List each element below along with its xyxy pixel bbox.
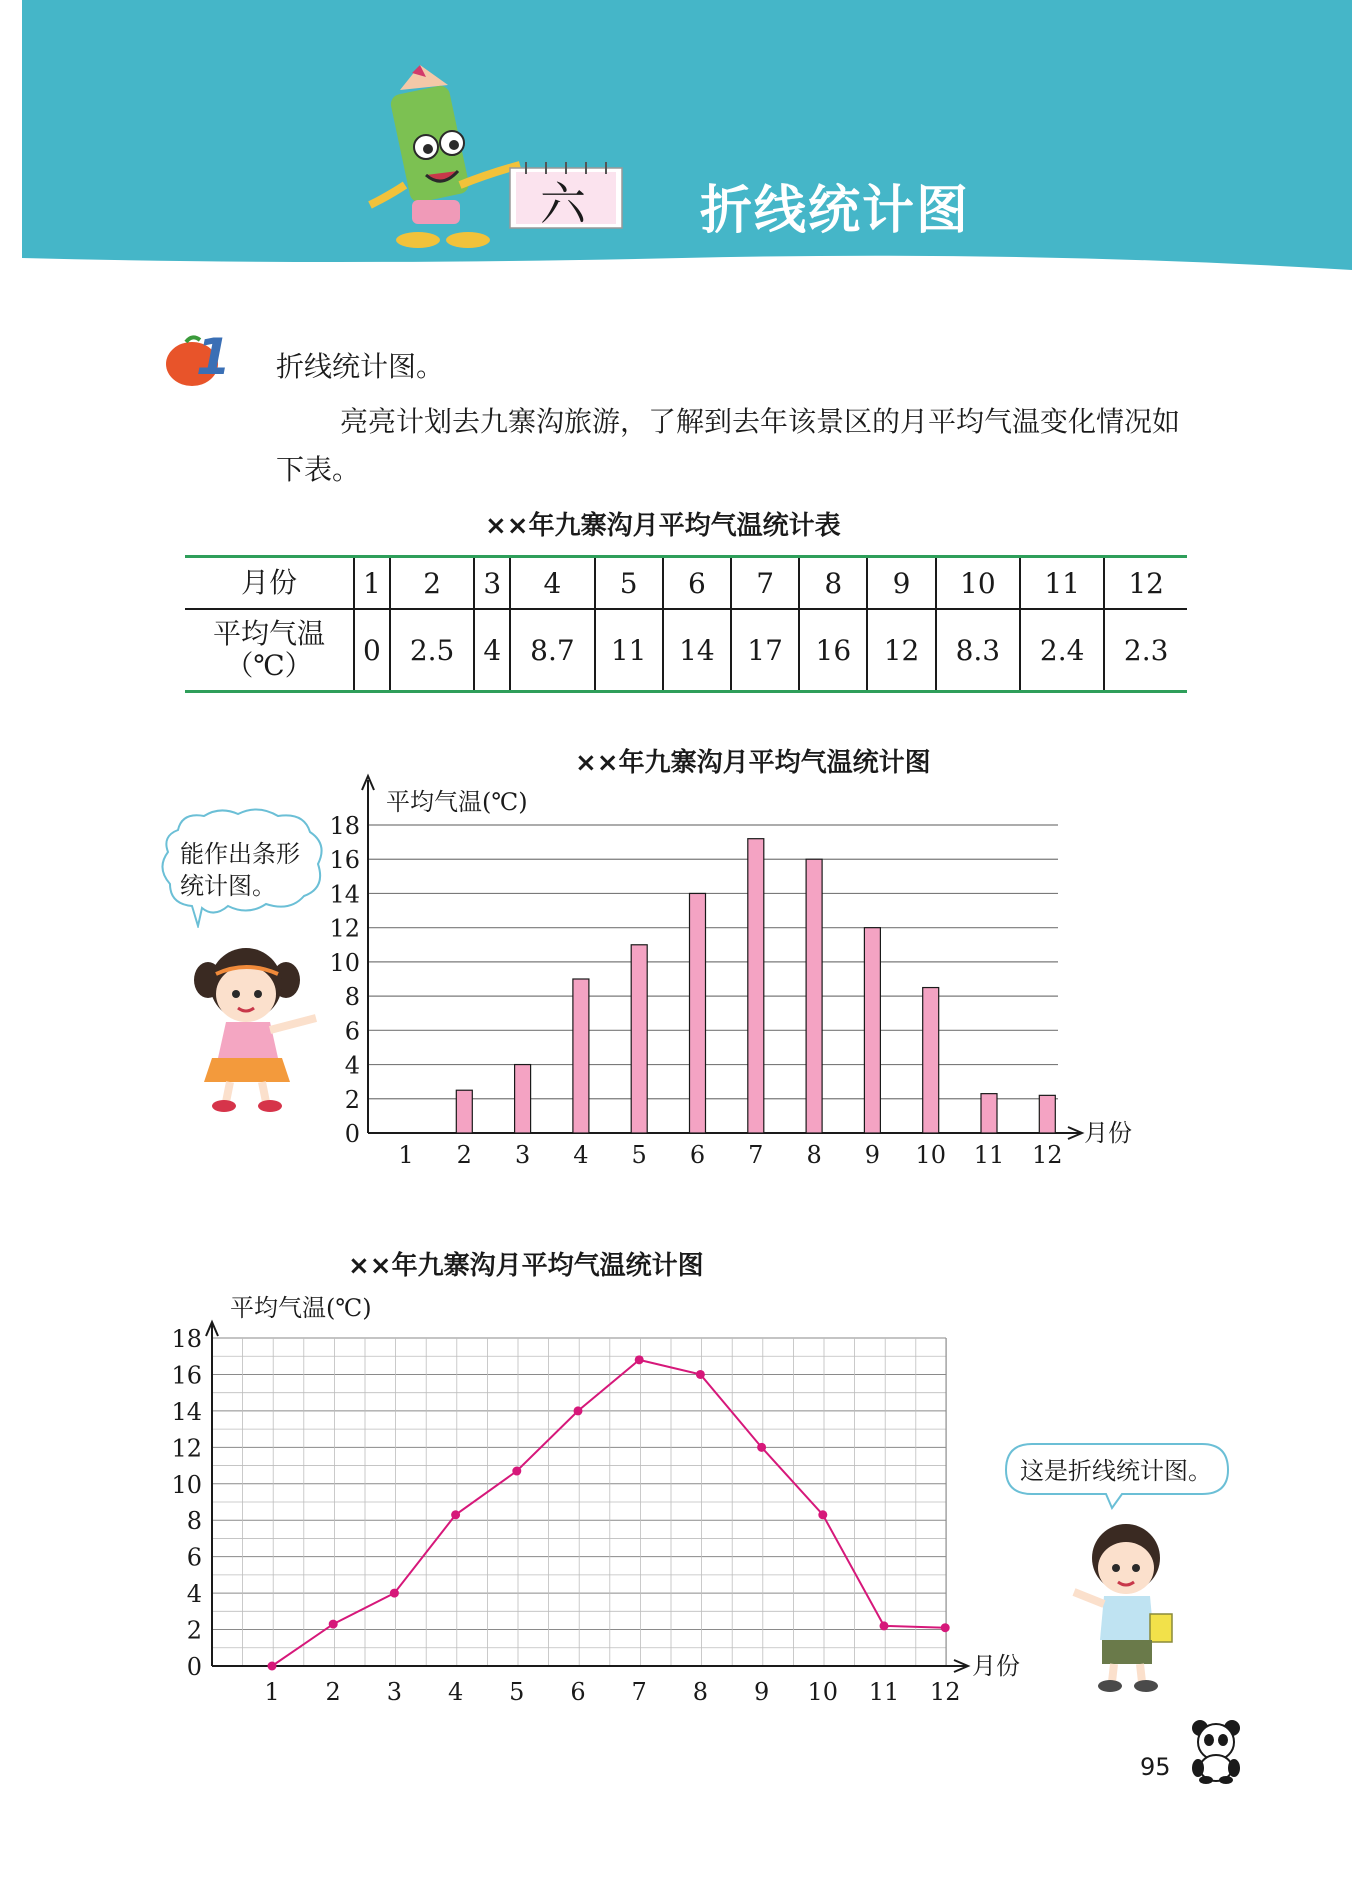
bar-chart-y-tick-label: 8 (344, 983, 360, 1012)
table-cell: 2 (390, 557, 474, 610)
line-chart-point (880, 1621, 889, 1630)
line-chart-point (329, 1620, 338, 1629)
line-chart-y-tick-label: 16 (171, 1361, 202, 1390)
line-chart-point (696, 1370, 705, 1379)
table-caption: ××年九寨沟月平均气温统计表 (485, 511, 841, 541)
bar-chart-x-tick-label: 4 (573, 1141, 589, 1169)
table-cell: 11 (595, 609, 663, 692)
table-cell: 5 (595, 557, 663, 610)
line-chart-y-tick-label: 14 (171, 1397, 202, 1426)
line-chart-point (268, 1662, 277, 1671)
girl-bubble-line2: 统计图。 (180, 872, 276, 900)
panda-icon (1186, 1718, 1246, 1784)
line-chart-x-tick-label: 9 (753, 1678, 770, 1706)
bar-chart-bar (806, 859, 822, 1133)
bar-chart-bar (748, 839, 764, 1133)
bar-chart-bar (573, 979, 589, 1133)
table-cell: 4 (510, 557, 594, 610)
table-cell: 16 (799, 609, 867, 692)
table-cell: 8.3 (936, 609, 1020, 692)
line-chart-x-tick-label: 4 (447, 1678, 464, 1706)
line-chart-point (635, 1355, 644, 1364)
bar-chart-y-label: 平均气温(℃) (386, 788, 528, 816)
bar-chart-y-tick-label: 2 (344, 1085, 360, 1114)
bar-chart-x-tick-label: 1 (398, 1141, 414, 1169)
table-header-temp (185, 609, 354, 692)
table-cell: 12 (1104, 557, 1187, 610)
girl-bubble-line1: 能作出条形 (180, 840, 300, 868)
bar-chart-bar (456, 1090, 472, 1133)
table-cell: 14 (663, 609, 731, 692)
table-row-months (185, 557, 1187, 610)
line-chart-x-tick-label: 11 (868, 1678, 900, 1706)
table-cell: 2.5 (390, 609, 474, 692)
bar-chart-y-tick-label: 0 (344, 1120, 360, 1148)
table-cell: 10 (936, 557, 1020, 610)
bar-chart-x-tick-label: 11 (973, 1141, 1005, 1169)
line-chart-title: ××年九寨沟月平均气温统计图 (348, 1251, 704, 1281)
bar-chart-x-tick-label: 10 (915, 1141, 946, 1169)
table-row-temps (185, 609, 1187, 692)
bar-chart-x-tick-label: 6 (689, 1141, 706, 1169)
table-cell: 6 (663, 557, 731, 610)
line-chart-y-tick-label: 8 (186, 1507, 202, 1536)
table-header-temp-line2: （℃） (225, 649, 313, 682)
bar-chart-bar (1039, 1095, 1055, 1133)
line-chart-y-tick-label: 4 (186, 1580, 202, 1609)
bar-chart-bar (515, 1065, 531, 1133)
section-number: 1 (196, 328, 231, 386)
line-chart-point (757, 1443, 766, 1452)
line-chart-point (512, 1467, 521, 1476)
table-cell: 7 (731, 557, 799, 610)
bar-chart-y-tick-label: 6 (344, 1017, 360, 1046)
chapter-number: 六 (540, 177, 586, 231)
table-cell: 11 (1020, 557, 1104, 610)
line-chart-x-tick-label: 8 (692, 1678, 709, 1706)
line-chart-x-tick-label: 7 (631, 1678, 647, 1706)
section-title: 折线统计图。 (276, 350, 445, 383)
bar-chart-x-tick-label: 12 (1032, 1141, 1063, 1169)
line-chart-y-tick-label: 2 (186, 1616, 202, 1645)
line-chart-x-tick-label: 6 (570, 1678, 586, 1706)
bar-chart-x-tick-label: 2 (456, 1141, 472, 1169)
bar-chart-bar (981, 1094, 997, 1133)
bar-chart-y-tick-label: 4 (344, 1051, 360, 1080)
table-cell: 17 (731, 609, 799, 692)
girl-illustration-icon (186, 940, 326, 1115)
bar-chart-x-tick-label: 9 (864, 1141, 881, 1169)
line-chart-y-tick-label: 6 (186, 1543, 202, 1572)
line-chart-y-tick-label: 12 (171, 1434, 202, 1463)
table-header-temp-line1: 平均气温 (212, 617, 325, 650)
table-cell: 8.7 (510, 609, 594, 692)
bar-chart-bar (631, 945, 647, 1133)
bar-chart-title: ××年九寨沟月平均气温统计图 (575, 748, 931, 778)
bar-chart-y-tick-label: 14 (329, 880, 360, 909)
chapter-title: 折线统计图 (700, 181, 971, 241)
bar-chart-x-tick-label: 3 (514, 1141, 531, 1169)
line-chart-y-tick-label: 10 (171, 1470, 202, 1499)
line-chart-point (451, 1510, 460, 1519)
bar-chart-bar (864, 928, 880, 1133)
table-cell: 9 (867, 557, 935, 610)
section-paragraph: 亮亮计划去九寨沟旅游，了解到去年该景区的月平均气温变化情况如下表。 (276, 405, 1181, 486)
table-cell: 0 (354, 609, 390, 692)
bar-chart-y-tick-label: 18 (329, 812, 360, 840)
line-chart-point (574, 1406, 583, 1415)
chapter-banner (22, 0, 1352, 275)
line-chart-x-tick-label: 12 (929, 1678, 961, 1706)
line-chart-x-tick-label: 3 (386, 1678, 403, 1706)
bar-chart-y-tick-label: 10 (329, 948, 360, 977)
bar-chart-x-label: 月份 (1084, 1119, 1132, 1147)
girl-bubble-text (180, 838, 300, 902)
temperature-table (185, 555, 1187, 693)
line-chart-x-label: 月份 (972, 1652, 1020, 1680)
table-cell: 2.3 (1104, 609, 1187, 692)
table-cell: 2.4 (1020, 609, 1104, 692)
table-header-month: 月份 (185, 557, 354, 610)
pencil-mascot-icon (360, 65, 530, 255)
bar-chart-x-tick-label: 8 (806, 1141, 822, 1169)
bar-chart-x-tick-label: 7 (748, 1141, 764, 1169)
line-chart-point (941, 1623, 950, 1632)
bar-chart-bar (690, 893, 706, 1133)
line-chart-y-tick-label: 18 (171, 1325, 202, 1353)
page-number: 95 (1140, 1753, 1171, 1781)
line-chart-y-tick-label: 0 (186, 1653, 202, 1681)
line-chart-point (818, 1510, 827, 1519)
line-chart-point (390, 1589, 399, 1598)
table-cell: 4 (474, 609, 510, 692)
table-cell: 3 (474, 557, 510, 610)
boy-illustration-icon (1068, 1518, 1188, 1698)
bar-chart-y-tick-label: 16 (329, 846, 360, 875)
bar-chart-x-tick-label: 5 (631, 1141, 647, 1169)
table-cell: 12 (867, 609, 935, 692)
table-cell: 8 (799, 557, 867, 610)
line-chart-y-label: 平均气温(℃) (230, 1294, 372, 1322)
boy-bubble-text: 这是折线统计图。 (1020, 1457, 1212, 1485)
line-chart-x-tick-label: 5 (509, 1678, 525, 1706)
bar-chart-bar (923, 988, 939, 1133)
line-chart-x-tick-label: 10 (807, 1678, 839, 1706)
bar-chart-y-tick-label: 12 (329, 914, 360, 943)
table-cell: 1 (354, 557, 390, 610)
line-chart-x-tick-label: 1 (264, 1678, 280, 1706)
line-chart-x-tick-label: 2 (325, 1678, 341, 1706)
line-chart-series-line (272, 1360, 945, 1666)
